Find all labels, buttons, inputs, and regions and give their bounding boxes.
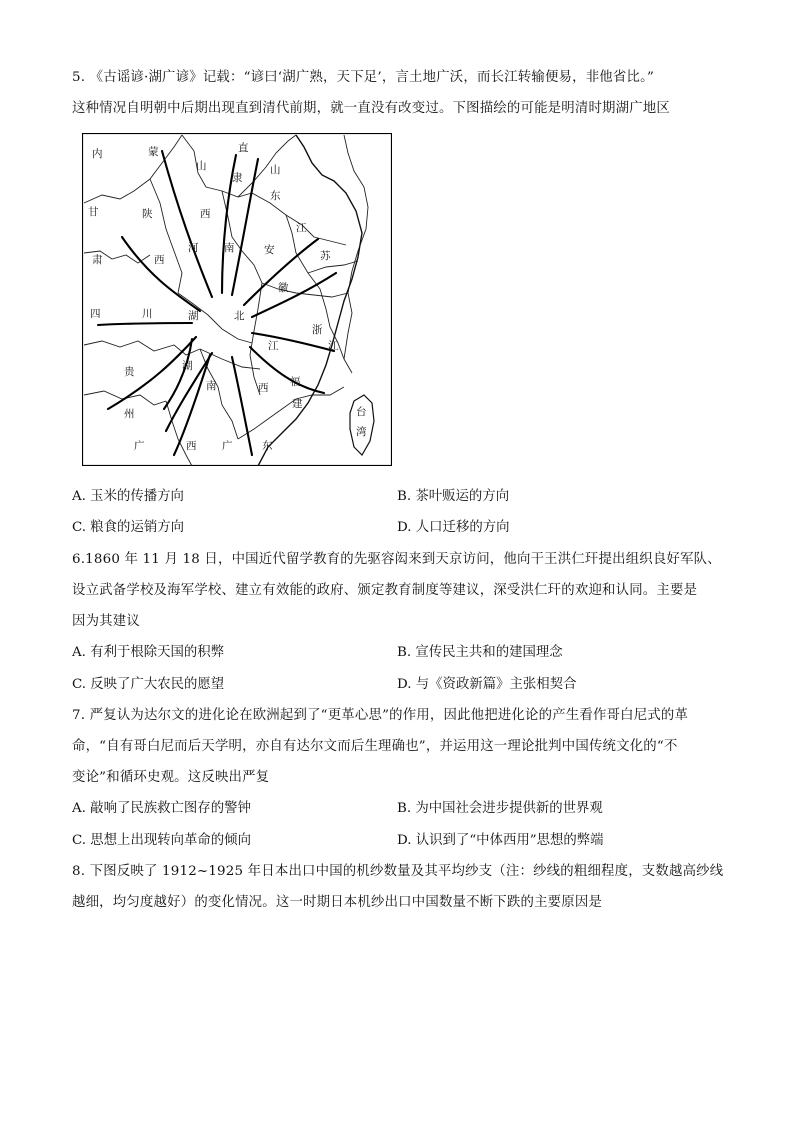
map-label: 东 xyxy=(270,190,281,202)
q6-option-d[interactable]: D. 与《资政新篇》主张相契合 xyxy=(397,677,577,692)
map-label: 四 xyxy=(90,308,101,320)
map-label: 肃 xyxy=(92,254,103,266)
map-label: 陕 xyxy=(142,208,153,220)
map-label: 隶 xyxy=(232,172,243,184)
map-label: 蒙 xyxy=(148,146,159,158)
map-label: 湾 xyxy=(356,426,367,438)
q6-stem-line-2: 设立武备学校及海军学校、建立有效能的政府、颁定教育制度等建议，深受洪仁玕的欢迎和认同。主要是 xyxy=(72,583,698,598)
map-label: 江 xyxy=(328,340,339,352)
map-label: 山 xyxy=(196,160,207,172)
map-label: 川 xyxy=(142,308,153,320)
q5-map xyxy=(82,133,392,466)
map-label: 直 xyxy=(238,142,249,154)
q5-option-c[interactable]: C. 粮食的运销方向 xyxy=(72,520,185,535)
map-label: 徽 xyxy=(278,282,289,294)
map-label: 西 xyxy=(200,208,211,220)
map-label: 河 xyxy=(188,242,199,254)
q6-option-c[interactable]: C. 反映了广大农民的愿望 xyxy=(72,677,225,692)
map-label: 浙 xyxy=(312,324,323,336)
map-label: 山 xyxy=(270,164,281,176)
q8-stem-line-1: 8. 下图反映了 1912~1925 年日本出口中国的机纱数量及其平均纱支（注：纱线的粗细程度，支数越高纱线 xyxy=(72,864,724,879)
q7-option-c[interactable]: C. 思想上出现转向革命的倾向 xyxy=(72,833,251,848)
q7-stem-line-1: 7. 严复认为达尔文的进化论在欧洲起到了“更革心思”的作用，因此他把进化论的产生看作哥白尼式的革 xyxy=(72,708,689,723)
map-label: 江 xyxy=(268,340,279,352)
map-drawing xyxy=(82,133,392,466)
q7-option-d[interactable]: D. 认识到了“中体西用”思想的弊端 xyxy=(397,833,604,848)
q6-stem-line-1: 6.1860 年 11 月 18 日，中国近代留学教育的先驱容闳来到天京访问，他向干王洪仁玕提出组织良好军队、 xyxy=(72,552,721,567)
map-label: 北 xyxy=(234,310,245,322)
map-label: 湖 xyxy=(188,310,199,322)
map-label: 内 xyxy=(92,148,103,160)
q5-stem-line-1: 5. 《古谣谚·湖广谚》记载：“谚曰‘湖广熟，天下足’，言土地广沃，而长江转输便易，非他省比。” xyxy=(72,70,655,85)
map-label: 广 xyxy=(222,440,233,452)
q6-option-b[interactable]: B. 宣传民主共和的建国理念 xyxy=(397,645,563,660)
map-label: 苏 xyxy=(320,250,331,262)
map-label: 西 xyxy=(186,440,197,452)
map-label: 江 xyxy=(296,222,307,234)
q6-stem-line-3: 因为其建议 xyxy=(72,614,140,629)
map-label: 南 xyxy=(206,380,217,392)
q5-option-d[interactable]: D. 人口迁移的方向 xyxy=(397,520,510,535)
q5-stem-line-2: 这种情况自明朝中后期出现直到清代前期，就一直没有改变过。下图描绘的可能是明清时期湖广地区 xyxy=(72,101,670,116)
q7-option-a[interactable]: A. 敲响了民族救亡图存的警钟 xyxy=(72,801,251,816)
map-label: 台 xyxy=(356,406,367,418)
q7-stem-line-3: 变论”和循环史观。这反映出严复 xyxy=(72,770,270,785)
q6-option-a[interactable]: A. 有利于根除天国的积弊 xyxy=(72,645,225,660)
q5-option-b[interactable]: B. 茶叶贩运的方向 xyxy=(397,489,510,504)
q7-option-b[interactable]: B. 为中国社会进步提供新的世界观 xyxy=(397,801,603,816)
map-label: 西 xyxy=(154,254,165,266)
q7-stem-line-2: 命，“自有哥白尼而后天学明，亦自有达尔文而后生理确也”，并运用这一理论批判中国传统文化的“不 xyxy=(72,739,678,754)
map-label: 州 xyxy=(124,408,135,420)
map-label: 建 xyxy=(292,398,303,410)
map-label: 东 xyxy=(262,440,273,452)
q5-option-a[interactable]: A. 玉米的传播方向 xyxy=(72,489,184,504)
map-label: 南 xyxy=(224,242,235,254)
map-label: 广 xyxy=(134,440,145,452)
map-label: 安 xyxy=(264,244,275,256)
q8-stem-line-2: 越细，均匀度越好）的变化情况。这一时期日本机纱出口中国数量不断下跌的主要原因是 xyxy=(72,895,603,910)
map-label: 福 xyxy=(290,376,301,388)
map-label: 贵 xyxy=(124,366,135,378)
map-label: 西 xyxy=(258,382,269,394)
map-label: 甘 xyxy=(88,206,99,218)
map-label: 湖 xyxy=(182,360,193,372)
